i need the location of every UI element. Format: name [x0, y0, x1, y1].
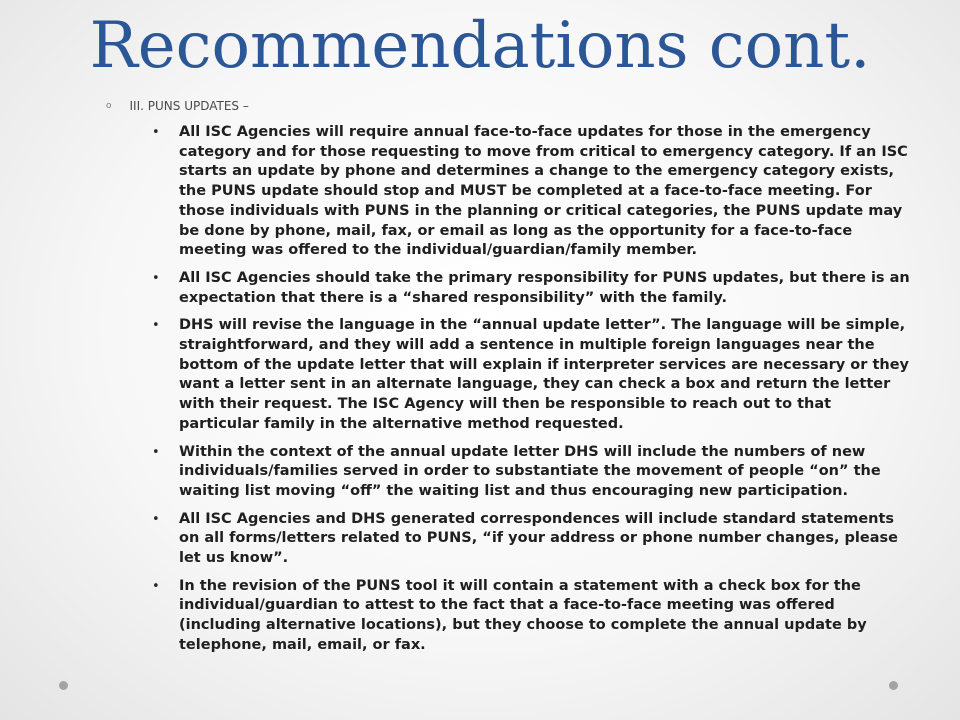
bullet-text: All ISC Agencies should take the primary responsibility for PUNS updates, but there is an expectation that there is a “shared responsibility” with the family.	[179, 269, 910, 306]
bullet-marker: •	[152, 270, 160, 286]
left-decorative-dot	[59, 681, 68, 690]
bullet-marker: •	[152, 444, 160, 460]
right-decorative-dot	[889, 681, 898, 690]
bullet-text: Within the context of the annual update letter DHS will include the numbers of new individuals/families served in order to substantiate the movement of people “on” the waiting list moving “off” the waiting list and thus encouraging new participation.	[179, 443, 881, 499]
bullet-item	[152, 269, 912, 308]
slide-title: Recommendations cont.	[89, 9, 871, 83]
bullet-marker: •	[152, 511, 160, 527]
bullet-marker: •	[152, 578, 160, 594]
bullet-item	[152, 577, 912, 656]
bullet-item	[152, 510, 912, 569]
bullet-item	[152, 316, 912, 434]
bullet-text: In the revision of the PUNS tool it will contain a statement with a check box for the individual/guardian to attest to the fact that a face-to-face meeting was offered (including alternative locations), but they choose to complete the annual update by telephone, mail, email, or fax.	[179, 577, 867, 653]
bullet-text: All ISC Agencies and DHS generated correspondences will include standard statements on all forms/letters related to PUNS, “if your address or phone number changes, please let us know”.	[179, 510, 898, 567]
bullet-item	[152, 123, 912, 261]
bullet-text: All ISC Agencies will require annual face-to-face updates for those in the emergency category and for those requesting to move from critical to emergency category. If an ISC starts an update by phone and determines a change to the emergency category exists, the PUNS update should stop and MUST be completed at a face-to-face meeting. For those individuals with PUNS in the planning or critical categories, the PUNS update may be done by phone, mail, fax, or email as long as the opportunity for a face-to-face meeting was offered to the individual/guardian/family member.	[179, 124, 908, 259]
bullet-marker: •	[152, 318, 160, 334]
section-heading	[106, 98, 249, 114]
bullet-item	[152, 443, 912, 502]
section-label: III. PUNS UPDATES –	[129, 99, 249, 113]
section-marker: o	[106, 101, 112, 111]
bullet-marker: •	[152, 125, 160, 140]
bullet-list	[152, 123, 912, 664]
bullet-text: DHS will revise the language in the “annual update letter”. The language will be simple, straightforward, and they will add a sentence in multiple foreign languages near the bottom of the update letter that will explain if interpreter services are necessary or they want a letter sent in an alternate language, they can check a box and return the letter with their request. The ISC Agency will then be responsible to reach out to that particular family in the alternative method requested.	[179, 317, 910, 432]
